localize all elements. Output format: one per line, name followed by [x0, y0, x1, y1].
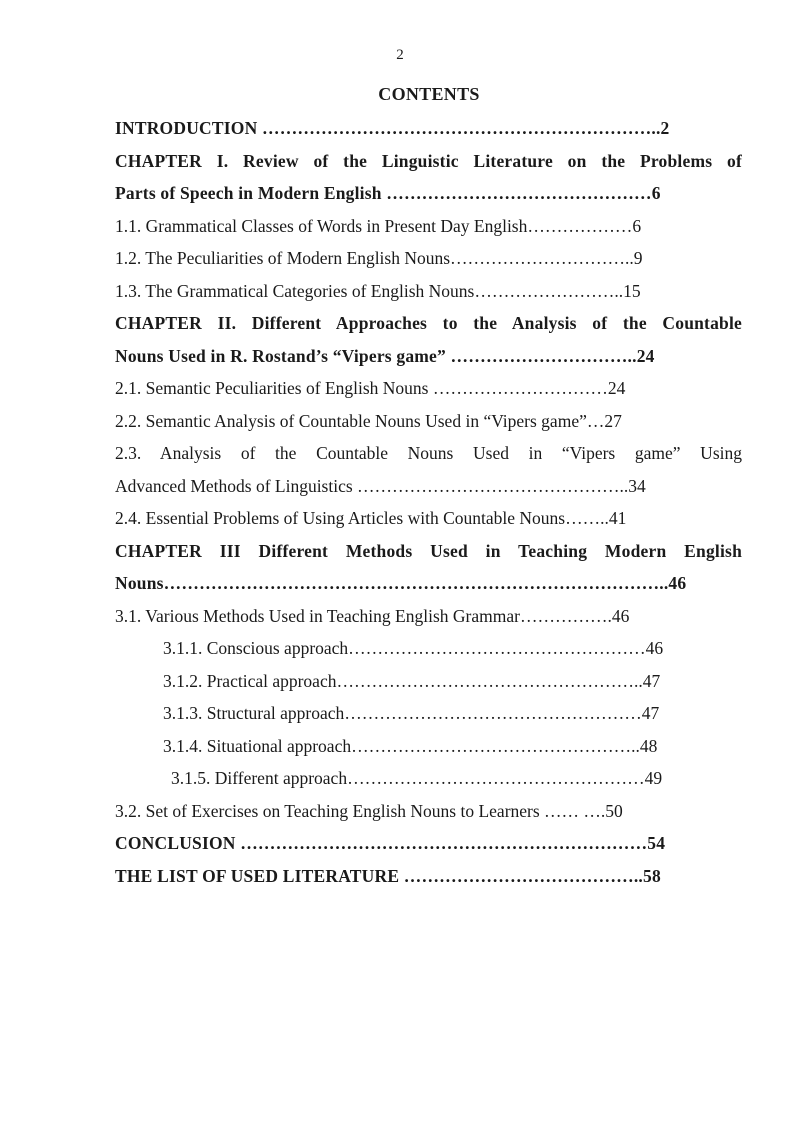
toc-entry-chapter-1: CHAPTER I. Review of the Linguistic Literature on the Problems of: [115, 150, 742, 171]
toc-entry-2-2: 2.2. Semantic Analysis of Countable Nouns Used in “Vipers game”…27: [115, 410, 622, 431]
toc-entry-1-1: 1.1. Grammatical Classes of Words in Present Day English………………6: [115, 215, 642, 236]
page-title: CONTENTS: [378, 84, 480, 104]
toc-entry-introduction: INTRODUCTION …………………………………………………………..2: [115, 118, 670, 138]
toc-entry-3-1-5: 3.1.5. Different approach……………………………………………49: [171, 768, 663, 788]
toc-entry-1-3: 1.3. The Grammatical Categories of English Nouns……………………..15: [115, 280, 641, 301]
toc-entry-2-3: 2.3. Analysis of the Countable Nouns Used in “Vipers game” Using: [115, 443, 742, 463]
toc-entry-2-3-cont: Advanced Methods of Linguistics ………………………………………..34: [115, 475, 646, 496]
toc-entry-chapter-2: CHAPTER II. Different Approaches to the Analysis of the Countable: [115, 313, 742, 333]
toc-entry-literature: THE LIST OF USED LITERATURE …………………………………..58: [115, 865, 661, 886]
toc-entry-2-4: 2.4. Essential Problems of Using Articles with Countable Nouns……..41: [115, 508, 627, 528]
toc-entry-1-2: 1.2. The Peculiarities of Modern English Nouns…………………………..9: [115, 248, 643, 268]
toc-entry-2-1: 2.1. Semantic Peculiarities of English Nouns …………………………24: [115, 378, 626, 398]
toc-entry-chapter-1-cont: Parts of Speech in Modern English ………………………………………6: [115, 183, 661, 203]
toc-entry-3-1-1: 3.1.1. Conscious approach……………………………………………46: [163, 638, 664, 658]
toc-entry-3-1: 3.1. Various Methods Used in Teaching English Grammar…………….46: [115, 605, 630, 626]
toc-entry-3-2: 3.2. Set of Exercises on Teaching English Nouns to Learners …… ….50: [115, 800, 623, 821]
toc-entry-3-1-4: 3.1.4. Situational approach…………………………………………..48: [163, 735, 658, 756]
toc-entry-3-1-2: 3.1.2. Practical approach……………………………………………..47: [163, 670, 661, 691]
page-number: 2: [396, 47, 404, 63]
toc-entry-chapter-3: CHAPTER III Different Methods Used in Teaching Modern English: [115, 540, 742, 561]
toc-entry-chapter-2-cont: Nouns Used in R. Rostand’s “Vipers game” …………………………..24: [115, 345, 655, 366]
table-of-contents: [115, 112, 742, 892]
toc-entry-3-1-3: 3.1.3. Structural approach……………………………………………47: [163, 703, 660, 723]
toc-entry-conclusion: CONCLUSION ……………………………………………………………54: [115, 833, 666, 853]
toc-entry-chapter-3-cont: Nouns…………………………………………………………………………..46: [115, 573, 687, 593]
